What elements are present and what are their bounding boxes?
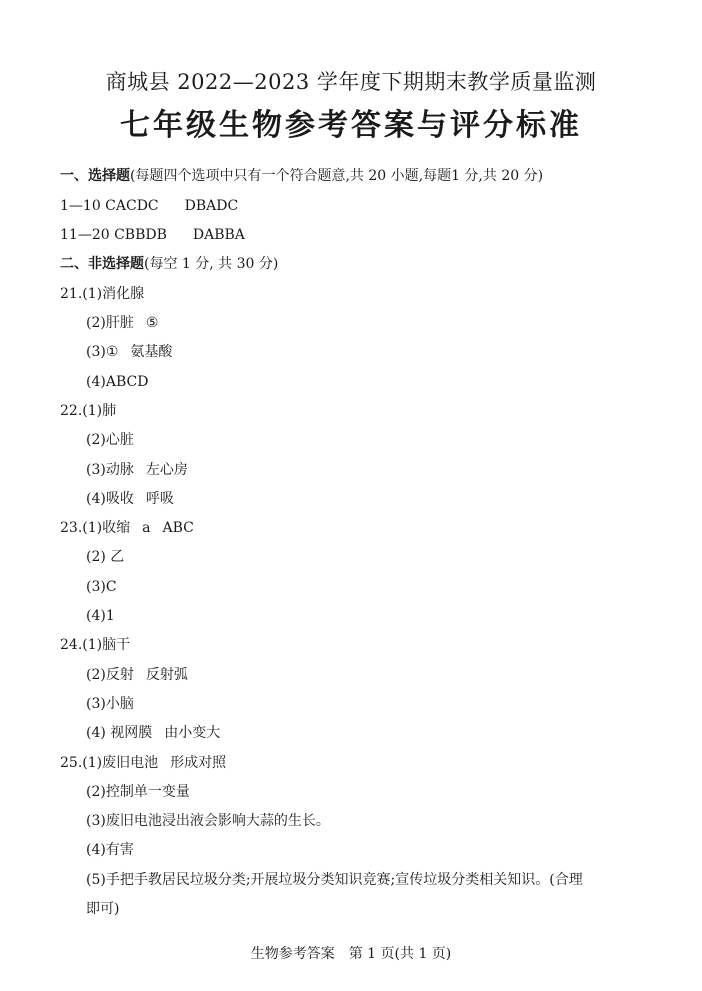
q25-answer-4: (4)有害 [86, 842, 134, 858]
q22-line-4 [86, 489, 174, 509]
section2-heading: 二、非选择题 [60, 256, 144, 272]
q21-line-1 [60, 284, 144, 304]
q25-line-3 [86, 811, 330, 831]
q23-answer-2: (2) 乙 [86, 549, 125, 565]
q24-answer-2a: (2)反射 [86, 667, 134, 683]
q25-number: 25. [60, 755, 83, 771]
q25-answer-2: (2)控制单一变量 [86, 784, 190, 800]
q22-number: 22. [60, 403, 83, 419]
q24-answer-2b: 反射弧 [145, 667, 188, 683]
section1-heading: 一、选择题 [60, 168, 130, 184]
exam-title: 商城县 2022—2023 学年度下期期末教学质量监测 [105, 70, 597, 94]
q25-line-2 [86, 782, 190, 802]
section1-line [60, 166, 543, 186]
q21-answer-3b: 氨基酸 [130, 344, 173, 360]
q21-line-2 [86, 313, 158, 333]
mc-answers-row-1 [60, 196, 238, 216]
document-title: 七年级生物参考答案与评分标准 [120, 108, 582, 143]
mc-range-1: 1—10 CACDC [60, 198, 159, 214]
q24-answer-4a: (4) 视网膜 [86, 725, 153, 741]
q22-answer-3b: 左心房 [145, 462, 188, 478]
q21-answer-2b: ⑤ [145, 315, 159, 331]
q23-line-3 [86, 577, 117, 597]
q22-answer-2: (2)心脏 [86, 432, 134, 448]
q25-line-5-cont [86, 899, 119, 919]
q25-answer-3: (3)废旧电池浸出液会影响大蒜的生长。 [86, 813, 330, 829]
mc-rest-2: DABBA [192, 227, 245, 243]
q24-answer-3: (3)小脑 [86, 696, 134, 712]
q24-answer-4b: 由小变大 [164, 725, 221, 741]
q21-answer-4: (4)ABCD [86, 374, 149, 390]
section2-note: (每空 1 分, 共 30 分) [144, 256, 279, 272]
q22-answer-3a: (3)动脉 [86, 462, 134, 478]
q23-line-2 [86, 547, 124, 567]
q22-line-3 [86, 460, 188, 480]
mc-range-2: 11—20 CBBDB [60, 227, 167, 243]
q24-line-3 [86, 694, 134, 714]
q22-answer-4a: (4)吸收 [86, 491, 134, 507]
q21-answer-2a: (2)肝脏 [86, 315, 134, 331]
section1-note: (每题四个选项中只有一个符合题意,共 20 小题,每题1 分,共 20 分) [130, 168, 544, 184]
q24-answer-1: (1)脑干 [82, 637, 131, 653]
q24-line-2 [86, 665, 188, 685]
section2-line [60, 254, 278, 274]
q23-answer-3: (3)C [86, 579, 117, 595]
q25-answer-1b: 形成对照 [170, 755, 227, 771]
q24-line-1 [60, 635, 130, 655]
q23-answer-1c: ABC [162, 520, 194, 536]
q22-line-1 [60, 401, 116, 421]
q23-answer-1a: (1)收缩 [82, 520, 131, 536]
q22-line-2 [86, 430, 134, 450]
q24-line-4 [86, 723, 220, 743]
q23-line-4 [86, 606, 115, 626]
q21-answer-1: (1)消化腺 [82, 286, 145, 302]
q23-number: 23. [60, 520, 83, 536]
q22-answer-4b: 呼吸 [145, 491, 174, 507]
mc-rest-1: DBADC [184, 198, 239, 214]
page-footer: 生物参考答案 第 1 页(共 1 页) [250, 946, 452, 962]
q25-line-1 [60, 753, 226, 773]
q23-answer-4: (4)1 [86, 608, 115, 624]
mc-answers-row-2 [60, 225, 245, 245]
q21-number: 21. [60, 286, 83, 302]
q21-line-4 [86, 372, 148, 392]
q25-answer-1a: (1)废旧电池 [82, 755, 159, 771]
q25-line-4 [86, 840, 134, 860]
q21-answer-3a: (3)① [86, 344, 119, 360]
q25-answer-5: (5)手把手教居民垃圾分类;开展垃圾分类知识竞赛;宣传垃圾分类相关知识。(合理 [86, 872, 583, 888]
q21-line-3 [86, 342, 172, 362]
q25-line-5 [86, 870, 583, 890]
q24-number: 24. [60, 637, 83, 653]
q23-answer-1b: a [142, 520, 151, 536]
q22-answer-1: (1)肺 [82, 403, 117, 419]
q23-line-1 [60, 518, 194, 538]
q25-answer-5-continued: 即可) [86, 901, 120, 917]
